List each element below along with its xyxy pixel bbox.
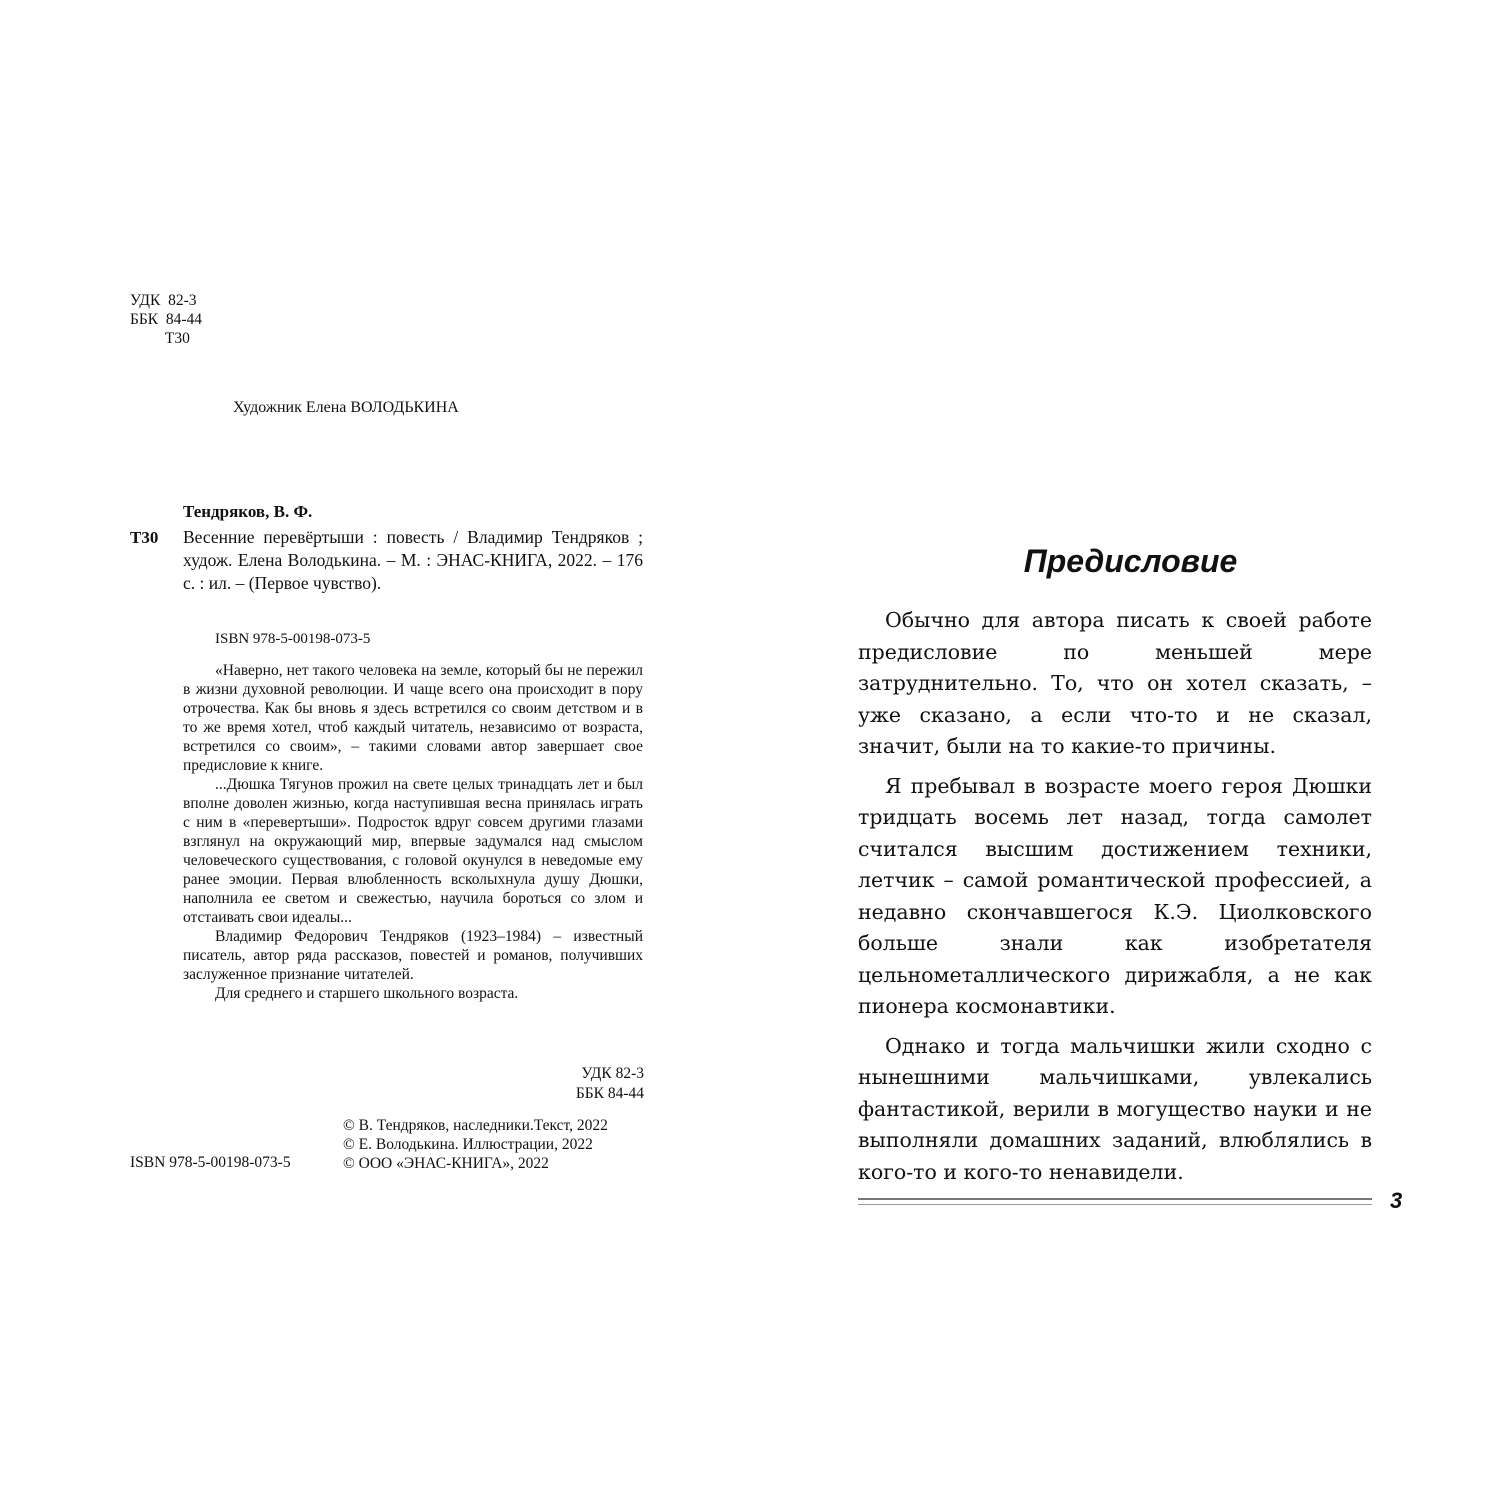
bbk-code-bottom: ББК 84-44 xyxy=(575,1085,644,1102)
author-mark: Т30 xyxy=(130,330,190,347)
udk-code-bottom: УДК 82-3 xyxy=(581,1065,644,1082)
copyright-line: © В. Тендряков, наследники.Текст, 2022 xyxy=(343,1117,608,1134)
author-heading: Тендряков, В. Ф. xyxy=(183,502,313,521)
artist-credit: Художник Елена ВОЛОДЬКИНА xyxy=(233,399,459,416)
bibliographic-record: Весенние перевёртыши : повесть / Владимир Тендряков ; худож. Елена Володькина. – М. : ЭНАС-КНИГА, 2022. – 176 с. : ил. – (Первое чувство). xyxy=(183,527,643,593)
copyright-line: © ООО «ЭНАС-КНИГА», 2022 xyxy=(343,1155,549,1172)
author-code: Т30 xyxy=(130,528,159,547)
udk-code: УДК 82-3 xyxy=(130,292,197,309)
annotation-paragraph: Владимир Федорович Тендряков (1923–1984) – известный писатель, автор ряда рассказов, повестей и романов, получивших заслуженное признание читателей. xyxy=(183,928,643,983)
classification-codes xyxy=(130,291,250,348)
footer-rule xyxy=(858,1198,1372,1200)
isbn: ISBN 978-5-00198-073-5 xyxy=(215,631,371,647)
annotation-paragraph: Для среднего и старшего школьного возраста. xyxy=(215,985,519,1002)
body-paragraph: Обычно для автора писать к своей работе предисловие по меньшей мере затруднительно. То, что он хотел сказать, – уже сказано, а если что-то и не сказал, значит, были на то какие-то причины. xyxy=(858,608,1372,758)
copyright-block xyxy=(343,1116,643,1173)
chapter-title: Предисловие xyxy=(1023,543,1238,579)
annotation-paragraph: «Наверно, нет такого человека на земле, который бы не пережил в жизни духовной революции. И чаще всего она происходит в пору отрочества. Как бы вновь я здесь встретился со своим детством и в то же время хотел, чтоб каждый читатель, независимо от возраста, встретился со своим», – такими словами автор завершает свое предисловие к книге. xyxy=(183,662,643,774)
page-number: 3 xyxy=(1390,1188,1403,1213)
footer-rule-thin xyxy=(858,1204,1372,1205)
classification-bottom xyxy=(560,1064,644,1104)
annotation-paragraph: ...Дюшка Тягунов прожил на свете целых тринадцать лет и был вполне доволен жизнью, когда наступившая весна принялась играть с ним в «перевертыши». Подросток вдруг совсем другими глазами взглянул на окружающий мир, впервые задумался над смыслом человеческого существования, с головой окунулся в неведомые ему ранее эмоции. Первая влюбленность всколыхнула душу Дюшки, наполнила ее светом и свежестью, научила бороться со злом и отстаивать свои идеалы... xyxy=(183,776,643,926)
annotation xyxy=(183,661,643,1003)
copyright-line: © Е. Володькина. Иллюстрации, 2022 xyxy=(343,1136,593,1153)
bbk-code: ББК 84-44 xyxy=(130,311,203,328)
body-paragraph: Я пребывал в возрасте моего героя Дюшки тридцать восемь лет назад, тогда самолет считался высшим достижением техники, летчик – самой романтической профессией, а недавно скончавшегося К.Э. Циолковского больше знали как изобретателя цельнометаллического дирижабля, а не как пионера космонавтики. xyxy=(858,773,1372,1018)
preface-text xyxy=(858,605,1372,1196)
isbn-bottom: ISBN 978-5-00198-073-5 xyxy=(130,1154,291,1171)
body-paragraph: Однако и тогда мальчишки жили сходно с нынешними мальчишками, увлекались фантастикой, верили в могущество науки и не выполняли домашних заданий, влюблялись в кого-то и кого-то ненавидели. xyxy=(858,1033,1372,1184)
